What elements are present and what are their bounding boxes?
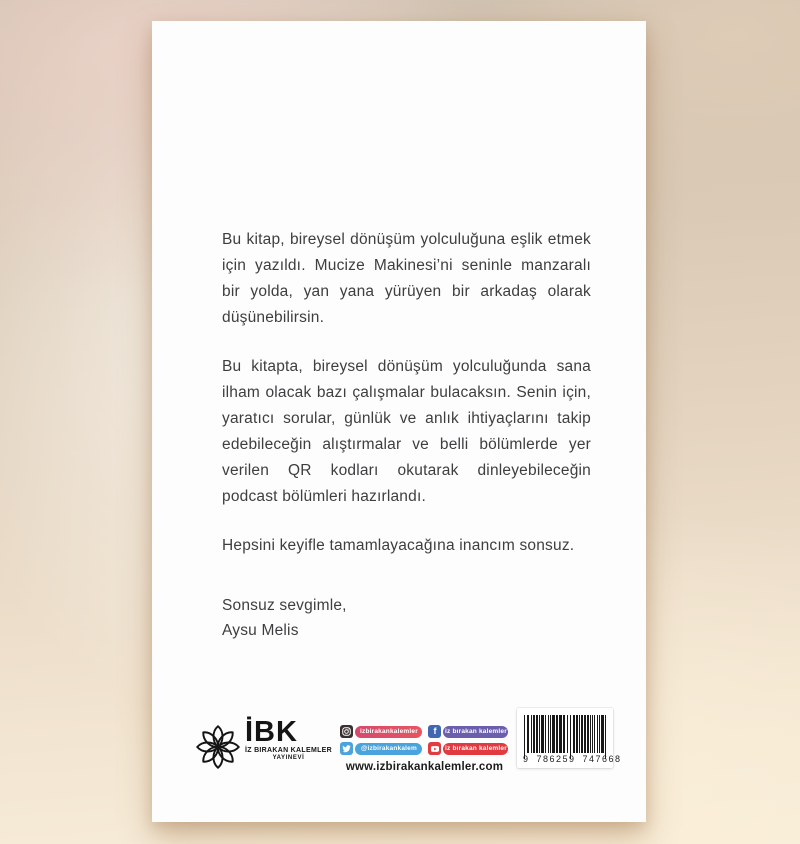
signature-block <box>222 593 591 643</box>
youtube-badge <box>428 742 508 755</box>
publisher-subtitle: YAYINEVİ <box>272 755 305 761</box>
isbn-digits: 9 786259 747668 <box>522 754 622 764</box>
cover-footer <box>152 700 646 800</box>
twitter-badge <box>340 742 422 755</box>
paragraph-2: Bu kitapta, bireysel dönüşüm yolculuğunda sana ilham olacak bazı çalışmalar bulacaksın. Senin için, yaratıcı sorular, günlük ve anlık ihtiyaçlarını takip edebileceğin alıştırmalar ve belli bölümlerde yer verilen QR kodları okutarak dinleyebileceğin podcast bölümleri hazırlandı. <box>222 358 591 505</box>
facebook-handle: iz bırakan kalemler <box>443 726 508 738</box>
twitter-icon <box>340 742 353 755</box>
social-media-block <box>340 725 508 773</box>
youtube-icon <box>428 742 441 755</box>
paragraph-3: Hepsini keyifle tamamlayacağına inancım sonsuz. <box>222 537 575 554</box>
publisher-logo <box>194 716 332 773</box>
facebook-icon: f <box>428 725 441 738</box>
signature-line: Sonsuz sevgimle, <box>222 597 347 614</box>
publisher-name: İZ BIRAKAN KALEMLER <box>245 747 332 754</box>
facebook-badge <box>428 725 508 738</box>
twitter-handle: @izbirakankalem <box>355 743 422 755</box>
instagram-badge <box>340 725 422 738</box>
lotus-flower-icon <box>194 721 242 773</box>
author-name: Aysu Melis <box>222 622 299 639</box>
website-url: www.izbirakankalemler.com <box>345 761 504 773</box>
instagram-handle: izbirakankalemler <box>355 726 422 738</box>
social-badges <box>340 725 508 755</box>
youtube-handle: iz bırakan kalemler <box>443 743 508 755</box>
barcode-bars <box>523 715 607 753</box>
book-back-cover <box>152 21 646 822</box>
paragraph-1: Bu kitap, bireysel dönüşüm yolculuğuna eşlik etmek için yazıldı. Mucize Makinesi’ni seninle manzaralı bir yolda, yan yana yürüyen bir arkadaş olarak düşünebilirsin. <box>222 231 591 326</box>
isbn-barcode <box>517 708 622 768</box>
instagram-icon <box>340 725 353 738</box>
publisher-abbreviation: İBK <box>245 716 298 748</box>
back-cover-text <box>222 227 591 643</box>
